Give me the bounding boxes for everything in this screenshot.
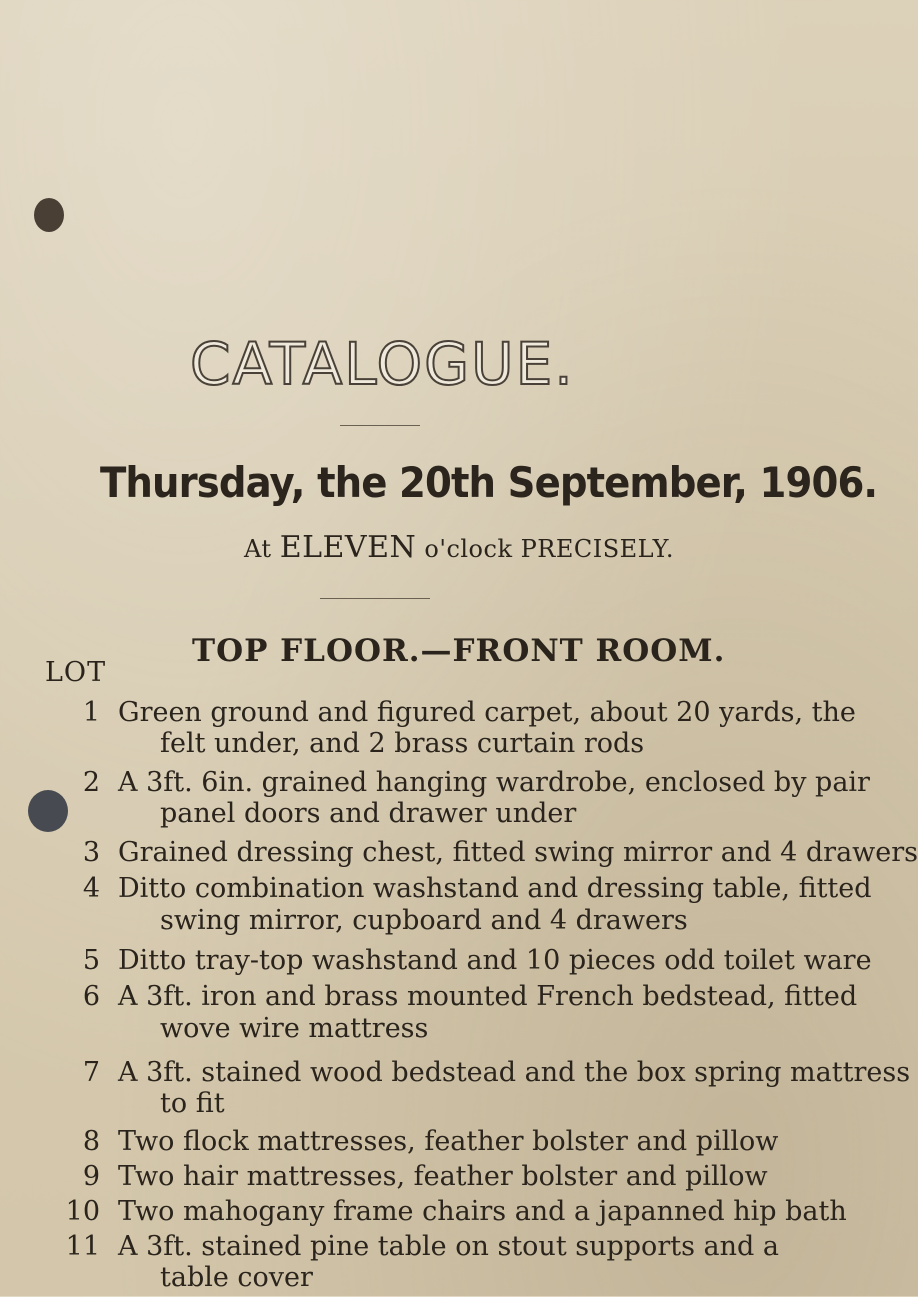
lot-item (0, 1126, 800, 1161)
lot-item (0, 1231, 800, 1297)
lot-description: to fit (160, 1088, 225, 1119)
catalogue-title: CATALOGUE. (190, 330, 575, 398)
lot-description: Ditto tray-top washstand and 10 pieces odd toilet ware (118, 945, 872, 976)
lot-item (0, 1196, 847, 1231)
lot-number: 11 (65, 1231, 100, 1262)
lot-description: Ditto combination washstand and dressing table, fitted (118, 873, 872, 904)
lot-number: 7 (82, 1057, 100, 1088)
lot-description: table cover (160, 1262, 313, 1293)
lot-item (0, 1161, 800, 1196)
lot-item (0, 837, 918, 873)
divider-rule (320, 598, 430, 599)
lot-description: Grained dressing chest, fitted swing mirror and 4 drawers (118, 837, 918, 868)
lot-item (0, 981, 858, 1051)
ink-blot (34, 198, 64, 232)
lot-description: Green ground and figured carpet, about 20 yards, the (118, 697, 856, 728)
lot-description: A 3ft. iron and brass mounted French bedstead, fitted (118, 981, 858, 1012)
lot-description: wove wire mattress (160, 1013, 429, 1044)
lot-description: A 3ft. stained pine table on stout supports and a (118, 1231, 779, 1262)
lot-list (0, 697, 918, 1297)
lot-number: 10 (65, 1196, 100, 1227)
lot-item (0, 767, 870, 833)
lot-item (0, 697, 856, 759)
lot-number: 1 (82, 697, 100, 728)
time-at: At (244, 535, 272, 563)
lot-column-header: LOT (45, 657, 107, 688)
sale-time (244, 530, 674, 565)
room-heading: TOP FLOOR.—FRONT ROOM. (192, 633, 726, 669)
lot-number: 6 (82, 981, 100, 1012)
sale-date: Thursday, the 20th September, 1906. (100, 458, 878, 507)
lot-description: swing mirror, cupboard and 4 drawers (160, 905, 688, 936)
time-rest: o'clock PRECISELY. (424, 535, 674, 563)
lot-number: 2 (82, 767, 100, 798)
lot-number: 8 (82, 1126, 100, 1157)
lot-number: 5 (82, 945, 100, 976)
lot-description: Two hair mattresses, feather bolster and pillow (118, 1161, 768, 1192)
lot-number: 3 (82, 837, 100, 868)
lot-item (0, 1057, 911, 1123)
lot-description: felt under, and 2 brass curtain rods (160, 728, 645, 759)
lot-description: panel doors and drawer under (160, 798, 577, 829)
lot-description: A 3ft. 6in. grained hanging wardrobe, enclosed by pair (118, 767, 870, 798)
lot-number: 9 (82, 1161, 100, 1192)
lot-item (0, 945, 872, 981)
divider-rule (340, 425, 420, 426)
lot-description: Two mahogany frame chairs and a japanned hip bath (118, 1196, 847, 1227)
time-hour: ELEVEN (279, 530, 417, 565)
lot-number: 4 (82, 873, 100, 904)
lot-item (0, 873, 872, 941)
lot-description: Two flock mattresses, feather bolster and pillow (118, 1126, 779, 1157)
lot-description: A 3ft. stained wood bedstead and the box spring mattress (118, 1057, 911, 1088)
